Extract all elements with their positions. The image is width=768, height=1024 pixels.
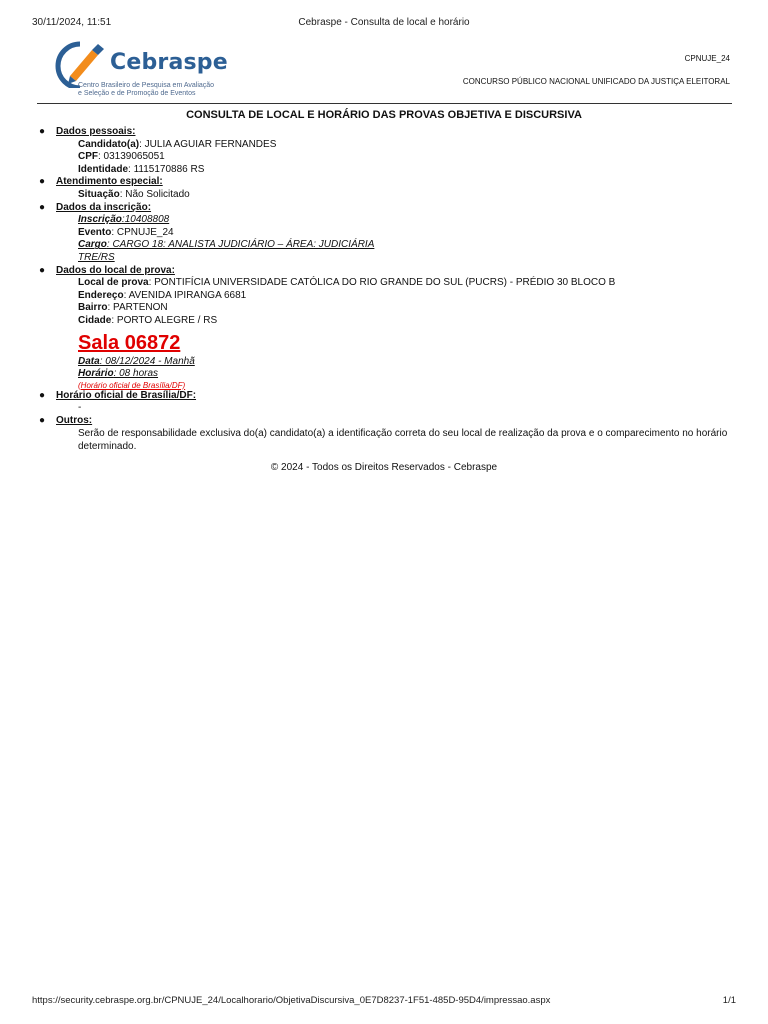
cidade-value: : PORTO ALEGRE / RS	[111, 314, 218, 326]
situacao-value: : Não Solicitado	[119, 188, 190, 200]
evento-row	[56, 227, 737, 240]
section-horario-oficial	[37, 390, 737, 415]
horario-oficial-value: -	[78, 402, 82, 414]
cpf-label: CPF	[78, 151, 98, 163]
section-dados-pessoais	[37, 126, 737, 176]
candidato-row	[56, 139, 737, 152]
page-number: 1/1	[722, 995, 736, 1006]
section-heading: Dados pessoais:	[56, 126, 136, 137]
local-label: Local de prova	[78, 277, 149, 289]
print-url: https://security.cebraspe.org.br/CPNUJE_24/Localhorario/ObjetivaDiscursiva_0E7D8237-1F51-485D-95D4/impressao.aspx	[32, 995, 551, 1006]
data-label: Data	[78, 355, 100, 367]
cpf-value: : 03139065051	[98, 151, 165, 163]
bullet-icon: ●	[39, 176, 46, 188]
horario-note: (Horário oficial de Brasília/DF)	[78, 380, 186, 390]
section-heading: Outros:	[56, 414, 93, 426]
bairro-row	[56, 302, 737, 315]
evento-label: Evento	[78, 226, 112, 238]
section-heading: Atendimento especial:	[56, 176, 163, 188]
cidade-row	[56, 315, 737, 328]
cpf-row	[56, 151, 737, 164]
cargo-value: : CARGO 18: ANALISTA JUDICIÁRIO – ÁREA: JUDICIÁRIA	[106, 239, 375, 251]
sala-number: Sala 06872	[78, 331, 181, 354]
situacao-row	[56, 189, 737, 202]
print-datetime: 30/11/2024, 11:51	[32, 17, 112, 28]
section-heading: Dados do local de prova:	[56, 264, 175, 276]
section-outros	[37, 415, 737, 454]
section-heading: Dados da inscrição:	[56, 201, 152, 213]
logo-brand: Cebraspe	[110, 50, 228, 75]
horario-value: : 08 horas	[113, 368, 159, 380]
print-header	[32, 17, 736, 31]
outros-text: Serão de responsabilidade exclusiva do(a) candidato(a) a identificação correta do seu local de realização da prova e o comparecimento no horário determinado.	[78, 428, 728, 453]
bairro-value: : PARTENON	[107, 302, 168, 314]
endereco-row	[56, 290, 737, 303]
bullet-icon: ●	[39, 264, 46, 276]
candidato-label: Candidato(a)	[78, 138, 140, 150]
local-value: : PONTIFÍCIA UNIVERSIDADE CATÓLICA DO RIO GRANDE DO SUL (PUCRS) - PRÉDIO 30 BLOCO B	[148, 277, 616, 289]
copyright-text: © 2024 - Todos os Direitos Reservados - Cebraspe	[270, 462, 498, 473]
local-row	[56, 277, 737, 290]
inscricao-label: Inscrição	[78, 214, 122, 226]
contest-name: CONCURSO PÚBLICO NACIONAL UNIFICADO DA JUSTIÇA ELEITORAL	[462, 77, 730, 86]
regional-row: TRE/RS	[78, 251, 115, 263]
cidade-label: Cidade	[78, 314, 112, 326]
header-divider	[37, 103, 732, 104]
logo-tagline-line-1: Centro Brasileiro de Pesquisa em Avaliação	[78, 82, 215, 89]
evento-value: : CPNUJE_24	[111, 226, 174, 238]
consulta-content	[37, 126, 737, 453]
identidade-label: Identidade	[78, 163, 129, 175]
cargo-row	[56, 239, 737, 252]
endereco-label: Endereço	[78, 289, 124, 301]
contest-code: CPNUJE_24	[684, 54, 730, 63]
horario-row	[56, 368, 737, 381]
bullet-icon: ●	[39, 201, 46, 213]
cebraspe-logo	[54, 40, 244, 102]
logo-tagline	[78, 82, 214, 98]
data-row	[56, 356, 737, 369]
endereco-value: : AVENIDA IPIRANGA 6681	[123, 289, 247, 301]
situacao-label: Situação	[78, 188, 120, 200]
candidato-value: : JULIA AGUIAR FERNANDES	[139, 138, 277, 150]
section-heading: Horário oficial de Brasília/DF:	[56, 389, 197, 401]
bullet-icon: ●	[39, 126, 46, 137]
print-footer	[32, 995, 736, 1009]
logo-tagline-line-2: e Seleção e de Promoção de Eventos	[78, 90, 196, 97]
section-local-prova	[37, 265, 737, 390]
section-inscricao	[37, 202, 737, 265]
page-title: CONSULTA DE LOCAL E HORÁRIO DAS PROVAS OBJETIVA E DISCURSIVA	[186, 109, 582, 121]
inscricao-row	[56, 214, 737, 227]
bullet-icon: ●	[39, 389, 46, 401]
inscricao-value: :10408808	[121, 214, 170, 226]
bullet-icon: ●	[39, 414, 46, 426]
identidade-row	[56, 164, 737, 177]
cargo-label: Cargo	[78, 239, 107, 251]
print-title: Cebraspe - Consulta de local e horário	[298, 17, 470, 28]
bairro-label: Bairro	[78, 302, 108, 314]
horario-label: Horário	[78, 368, 114, 380]
section-atendimento	[37, 176, 737, 201]
cebraspe-logo-icon	[54, 40, 116, 88]
identidade-value: : 1115170886 RS	[128, 163, 205, 175]
data-value: : 08/12/2024 - Manhã	[99, 355, 195, 367]
